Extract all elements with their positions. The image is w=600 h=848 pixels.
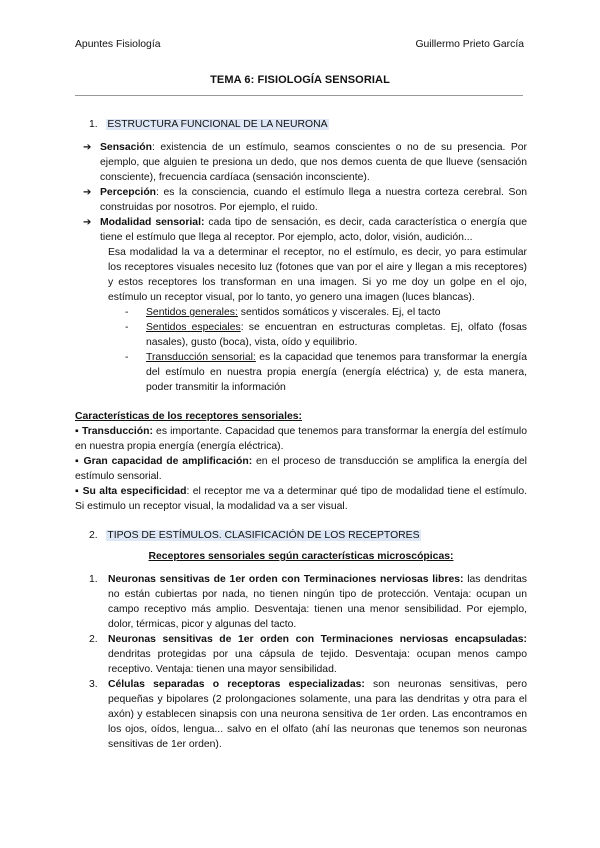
characteristic-item: ▪ Transducción: es importante. Capacidad que tenemos para transformar la energía del estímulo en nuestra propia energía (energía eléctrica). xyxy=(75,426,527,452)
dash-text: es la capacidad que tenemos para transformar la energía del estímulo en nuestra propia energía (energía eléctrica) y, de esta manera, poder transmitir la información xyxy=(146,352,527,393)
bullet-text: cada tipo de sensación, es decir, cada característica o energía que tiene el estímulo que llega al receptor. Por ejemplo, acto, dolor, visión, audición... xyxy=(100,217,527,243)
dash-term: Sentidos generales: xyxy=(146,307,238,318)
header-right: Guillermo Prieto García xyxy=(415,39,524,50)
dash-text: : se encuentran en estructuras completas. Ej, olfato (fosas nasales), gusto (boca), vista, oído y equilibrio. xyxy=(146,322,527,348)
dash-item-generales: - Sentidos generales: sentidos somáticos y viscerales. Ej, el tacto xyxy=(125,307,441,318)
dash-item-especiales: - Sentidos especiales: se encuentran en estructuras completas. Ej, olfato (fosas nasales), gusto (boca), vista, oído y equilibrio. xyxy=(125,322,527,348)
receptor-item-3: 3. Células separadas o receptoras especializadas: son neuronas sensitivas, pero pequeñas y bipolares (2 prolongaciones solamente, una para las dendritas y otra para el axón) y establecen sinapsis con una neurona sensitiva de 1er orden. Las encontramos en los ojos, oídos, lengua... salvo en el olfato (ahí las neuronas que tenemos son neuronas sensitivas de 1er orden). xyxy=(89,679,527,750)
modalidad-paragraph: Esa modalidad la va a determinar el receptor, no el estímulo, es decir, yo para estimular los receptores visuales necesito luz (fotones que van por el aire y llegan a mis receptores) y estos receptores los transforman en una imagen. Si yo me doy un golpe en el ojo, estímulo un receptor visual, por lo tanto, yo genero una imagen (luces blancas). xyxy=(108,247,527,303)
arrow-icon: ➔ xyxy=(83,187,92,198)
bullet-text: : existencia de un estímulo, seamos conscientes o no de su presencia. Por ejemplo, que alguien te presiona un dedo, que nos demos cuenta de que llueve (sensación consciente), frecuencia cardíaca (sensación inconsciente). xyxy=(100,142,527,183)
characteristic-item: ▪ Su alta especificidad: el receptor me va a determinar qué tipo de modalidad tiene el estímulo. Si estimulo un receptor visual, la modalidad va a ser visual. xyxy=(75,486,527,512)
bullet-term: Modalidad sensorial: xyxy=(100,217,205,228)
bullet-modalidad xyxy=(75,215,527,245)
receptor-item-2: 2. Neuronas sensitivas de 1er orden con Terminaciones nerviosas encapsuladas: dendritas protegidas por una cápsula de tejido. Desventaja: ocupan menos campo receptivo. Ventaja: tienen una mayor sensibilidad. xyxy=(89,634,527,675)
arrow-icon: ➔ xyxy=(83,142,92,153)
document-body xyxy=(75,117,527,752)
section-1-title: ESTRUCTURA FUNCIONAL DE LA NEURONA xyxy=(107,119,328,130)
title-divider xyxy=(75,95,523,96)
bullet-sensacion xyxy=(75,140,527,185)
characteristic-item: ▪ Gran capacidad de amplificación: en el proceso de transducción se amplifica la energía del estímulo sensorial. xyxy=(75,456,527,482)
bullet-text: : es la consciencia, cuando el estímulo llega a nuestra corteza cerebral. Son construidas por nosotros. Por ejemplo, el ruido. xyxy=(100,187,527,213)
arrow-icon: ➔ xyxy=(83,217,92,228)
characteristics-heading: Características de los receptores sensoriales: xyxy=(75,411,302,422)
section-2-subheading: Receptores sensoriales según características microscópicas: xyxy=(148,551,454,562)
dash-term: Transducción sensorial: xyxy=(146,352,256,363)
section-1-number: 1. xyxy=(89,119,98,130)
dash-item-transduccion: - Transducción sensorial: es la capacidad que tenemos para transformar la energía del estímulo en nuestra propia energía (energía eléctrica) y, de esta manera, poder transmitir la información xyxy=(125,352,527,393)
section-2-title: TIPOS DE ESTÍMULOS. CLASIFICACIÓN DE LOS RECEPTORES xyxy=(107,530,420,541)
header-left: Apuntes Fisiología xyxy=(75,39,161,50)
page-header xyxy=(75,37,524,52)
dash-text: sentidos somáticos y viscerales. Ej, el tacto xyxy=(237,307,441,318)
section-2-heading xyxy=(89,528,527,543)
bullet-term: Sensación xyxy=(100,142,152,153)
bullet-percepcion xyxy=(75,185,527,215)
section-2-number: 2. xyxy=(89,530,98,541)
section-1-heading xyxy=(89,117,527,132)
dash-term: Sentidos especiales xyxy=(146,322,241,333)
receptor-item-1: 1. Neuronas sensitivas de 1er orden con Terminaciones nerviosas libres: las dendritas no están cubiertas por nada, no tienen ningún tipo de protección. Ventaja: ocupan un campo receptivo más amplio. Desventaja: tienen una menor sensibilidad. Por ejemplo, dolor, térmicas, picor y algunas del tacto. xyxy=(89,574,527,630)
bullet-term: Percepción xyxy=(100,187,157,198)
page-title: TEMA 6: FISIOLOGÍA SENSORIAL xyxy=(210,74,390,86)
